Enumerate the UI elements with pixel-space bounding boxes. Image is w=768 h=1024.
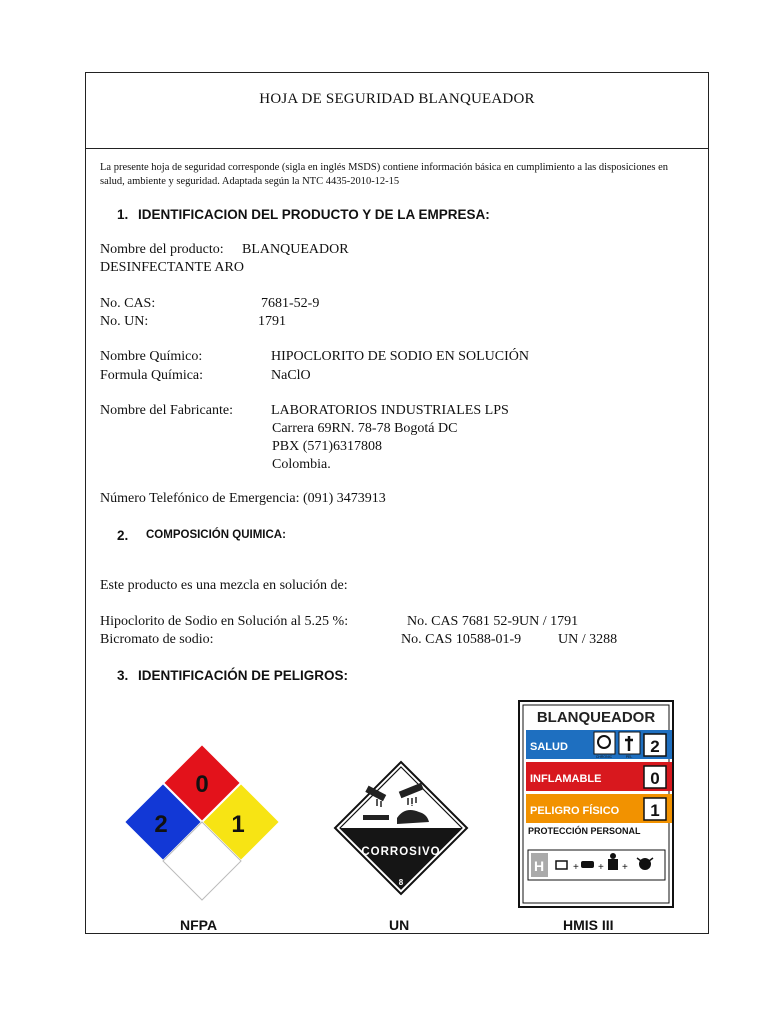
section1-number: 1. [117,207,129,222]
chem-name-value: HIPOCLORITO DE SODIO EN SOLUCIÓN [271,349,529,364]
composition-row-1-cas: No. CAS 7681 52-9UN / 1791 [407,614,579,629]
composition-row-1-name: Hipoclorito de Sodio en Solución al 5.25 %: [100,614,349,629]
ppe-code: H [533,858,545,874]
formula-label: Formula Química: [100,368,204,383]
hmis-physical-label: PELIGRO FÍSICO [530,805,620,817]
nfpa-top-value: 0 [195,771,209,798]
maker-line-3: PBX (571)6317808 [272,439,383,454]
section3-heading: IDENTIFICACIÓN DE PELIGROS: [138,668,349,683]
chronic-small-label: CHRONIC [595,755,613,759]
intro-paragraph: La presente hoja de seguridad corresponde (sigla en inglés MSDS) contiene información básica en cumplimiento a las disposiciones en salud, ambiente y seguridad. Adaptada según la NTC 4435-2010-12-15 [100,162,669,187]
hmis-protection-label: PROTECCIÓN PERSONAL [528,826,641,836]
hmis-title: BLANQUEADOR [536,709,656,726]
title-row [86,73,708,149]
section1-heading: IDENTIFICACION DEL PRODUCTO Y DE LA EMPRESA: [138,207,490,222]
composition-row-2-cas: No. CAS 10588-01-9 [401,632,522,647]
un-corrosive-placard [333,760,469,900]
composition-row-2-name: Bicromato de sodio: [100,632,214,647]
placard-label: CORROSIVO [361,846,441,858]
emergency-phone: Número Telefónico de Emergencia: (091) 3473913 [100,491,386,506]
maker-line-2: Carrera 69RN. 78-78 Bogotá DC [272,421,458,436]
maker-line-4: Colombia. [272,457,331,472]
hmis-health-value: 2 [650,737,660,756]
hmis-physical-value: 1 [650,801,660,820]
composition-row-2-un: UN / 3288 [558,632,618,647]
svg-text:+: + [598,862,604,873]
maker-label: Nombre del Fabricante: [100,403,233,418]
svg-text:+: + [573,862,579,873]
product-label: Nombre del producto: [100,242,224,257]
section2-number: 2. [117,528,129,543]
product-value-2: DESINFECTANTE ARO [100,260,244,275]
un-label: No. UN: [100,314,149,329]
nfpa-diamond [120,740,285,908]
section2-heading: COMPOSICIÓN QUIMICA: [146,529,286,541]
formula-value: NaClO [271,368,311,383]
hmis-flammability-label: INFLAMABLE [530,773,602,785]
product-value-1: BLANQUEADOR [242,242,349,257]
nfpa-caption: NFPA [180,917,218,933]
hmis-health-label: SALUD [530,741,568,753]
cas-label: No. CAS: [100,296,156,311]
un-caption: UN [389,917,410,933]
maker-line-1: LABORATORIOS INDUSTRIALES LPS [271,403,509,418]
section3-number: 3. [117,668,129,683]
un-value: 1791 [258,314,286,329]
hmis-label [518,700,674,908]
hmis-caption: HMIS III [563,917,614,933]
chem-name-label: Nombre Químico: [100,349,203,364]
placard-class-number: 8 [398,878,404,887]
composition-intro: Este producto es una mezcla en solución de: [100,578,348,593]
svg-text:+: + [622,862,628,873]
nfpa-left-value: 2 [154,811,168,838]
hmis-flammability-value: 0 [650,769,660,788]
cas-value: 7681-52-9 [261,296,320,311]
document-title: HOJA DE SEGURIDAD BLANQUEADOR [259,91,535,107]
pel-small-label: PEL [625,755,633,759]
nfpa-right-value: 1 [231,811,245,838]
